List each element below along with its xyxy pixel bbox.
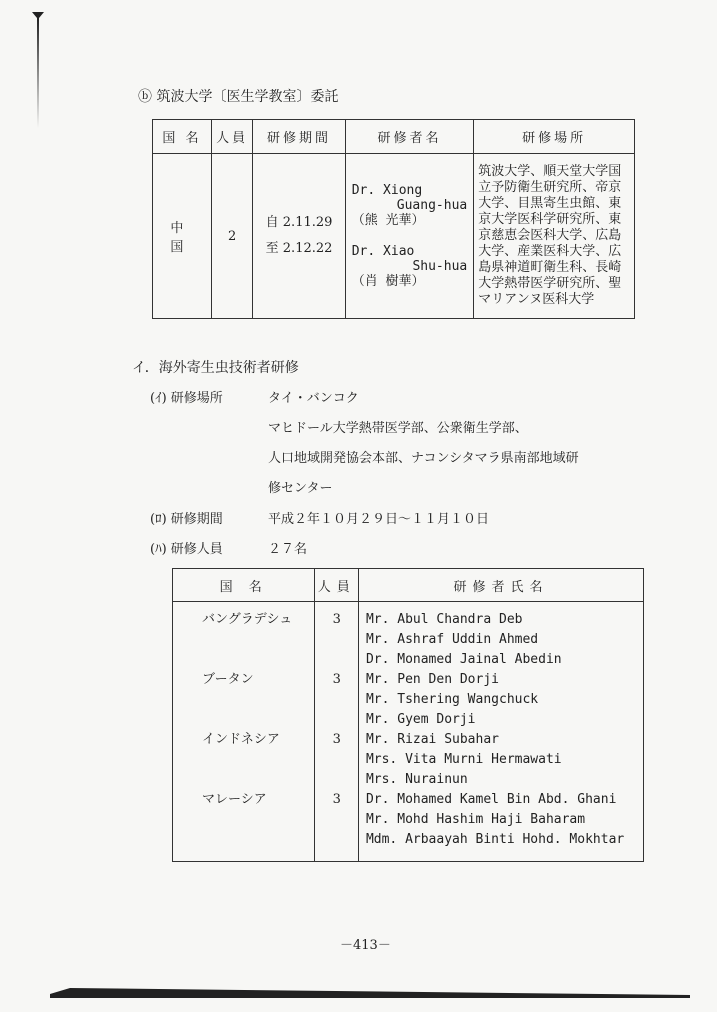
section-b-heading: ⓑ 筑波大学〔医生学教室〕委託 <box>138 89 339 105</box>
scan-artifact-top <box>32 8 44 128</box>
count-value: 3 <box>332 612 341 627</box>
trainee-name: Dr. Monamed Jainal Abedin <box>365 652 562 667</box>
trainee-name: Mr. Ashraf Uddin Ahmed <box>365 632 539 647</box>
trainee1-kanji: （熊 光華） <box>351 213 425 228</box>
cell-country: 中 国 <box>153 154 212 319</box>
trainee-name: Mr. Gyem Dorji <box>365 712 476 727</box>
cell-countries <box>173 602 315 862</box>
header-country: 国 名 <box>153 120 212 154</box>
trainee-name: Mr. Mohd Hashim Haji Baharam <box>365 812 586 827</box>
country-name: インドネシア <box>202 732 280 747</box>
trainee-name: Mr. Rizai Subahar <box>365 732 499 747</box>
table-row <box>173 602 644 862</box>
count-value: 3 <box>332 792 341 807</box>
cell-places: 筑波大学、順天堂大学国立予防衛生研究所、帝京大学、目黒寄生虫館、東京大学医科学研究所、東京慈恵会医科大学、広島大学、産業医科大学、広島県神道町衛生科、長崎大学熱帯医学研究所、聖マリアンヌ医科大学 <box>474 154 635 319</box>
country-name: バングラデシュ <box>202 612 293 627</box>
trainee2-name-cont: Shu-hua <box>412 259 468 274</box>
trainee-name: Mr. Abul Chandra Deb <box>365 612 523 627</box>
training-place-line: 人口地域開発協会本部、ナコンシタマラ県南部地域研 <box>268 451 579 466</box>
country-name: ブータン <box>202 672 254 687</box>
header-country: 国 名 <box>173 569 315 602</box>
cell-trainees <box>345 154 474 319</box>
trainee1-name-cont: Guang-hua <box>396 198 468 213</box>
table-row <box>153 154 635 319</box>
training-place-label: (ｲ) 研修場所 <box>150 391 223 406</box>
training-period-label: (ﾛ) 研修期間 <box>150 512 223 527</box>
page-number: －413－ <box>340 938 391 953</box>
trainee2-name: Dr. Xiao <box>351 244 415 259</box>
trainee-name: Mrs. Nurainun <box>365 772 468 787</box>
trainee-name: Mrs. Vita Murni Hermawati <box>365 752 562 767</box>
training-count-value: ２７名 <box>268 542 308 557</box>
cell-counts <box>315 602 358 862</box>
training-place-line: 修センター <box>268 481 333 496</box>
cell-period <box>253 154 345 319</box>
trainee-name: Mr. Pen Den Dorji <box>365 672 499 687</box>
cell-count: 2 <box>211 154 253 319</box>
count-value: 3 <box>332 672 341 687</box>
period-from: 自 2.11.29 <box>265 215 333 230</box>
header-count: 人員 <box>315 569 358 602</box>
trainee-name: Dr. Mohamed Kamel Bin Abd. Ghani <box>365 792 617 807</box>
country-name: マレーシア <box>202 792 267 807</box>
trainee-name: Mdm. Arbaayah Binti Hohd. Mokhtar <box>365 832 625 847</box>
cell-names <box>358 602 643 862</box>
training-count-label: (ﾊ) 研修人員 <box>150 542 223 557</box>
scan-artifact-bottom <box>50 988 690 998</box>
header-period: 研修期間 <box>253 120 345 154</box>
training-place-line: マヒドール大学熱帯医学部、公衆衛生学部、 <box>268 421 528 436</box>
training-period-value: 平成２年１０月２９日～１１月１０日 <box>268 512 490 527</box>
trainee1-name: Dr. Xiong <box>351 183 423 198</box>
header-count: 人員 <box>211 120 253 154</box>
header-place: 研修場所 <box>474 120 635 154</box>
overseas-trainee-table <box>172 568 644 862</box>
header-trainee: 研修者名 <box>345 120 474 154</box>
table-header-row <box>153 120 635 154</box>
table-header-row <box>173 569 644 602</box>
research-trainee-table <box>152 119 635 319</box>
section-i-heading: イ．海外寄生虫技術者研修 <box>132 360 299 376</box>
training-place-line: タイ・バンコク <box>268 391 359 406</box>
period-to: 至 2.12.22 <box>265 241 333 256</box>
header-names: 研修者氏名 <box>358 569 643 602</box>
trainee-name: Mr. Tshering Wangchuck <box>365 692 539 707</box>
trainee2-kanji: （肖 樹華） <box>351 274 425 289</box>
count-value: 3 <box>332 732 341 747</box>
